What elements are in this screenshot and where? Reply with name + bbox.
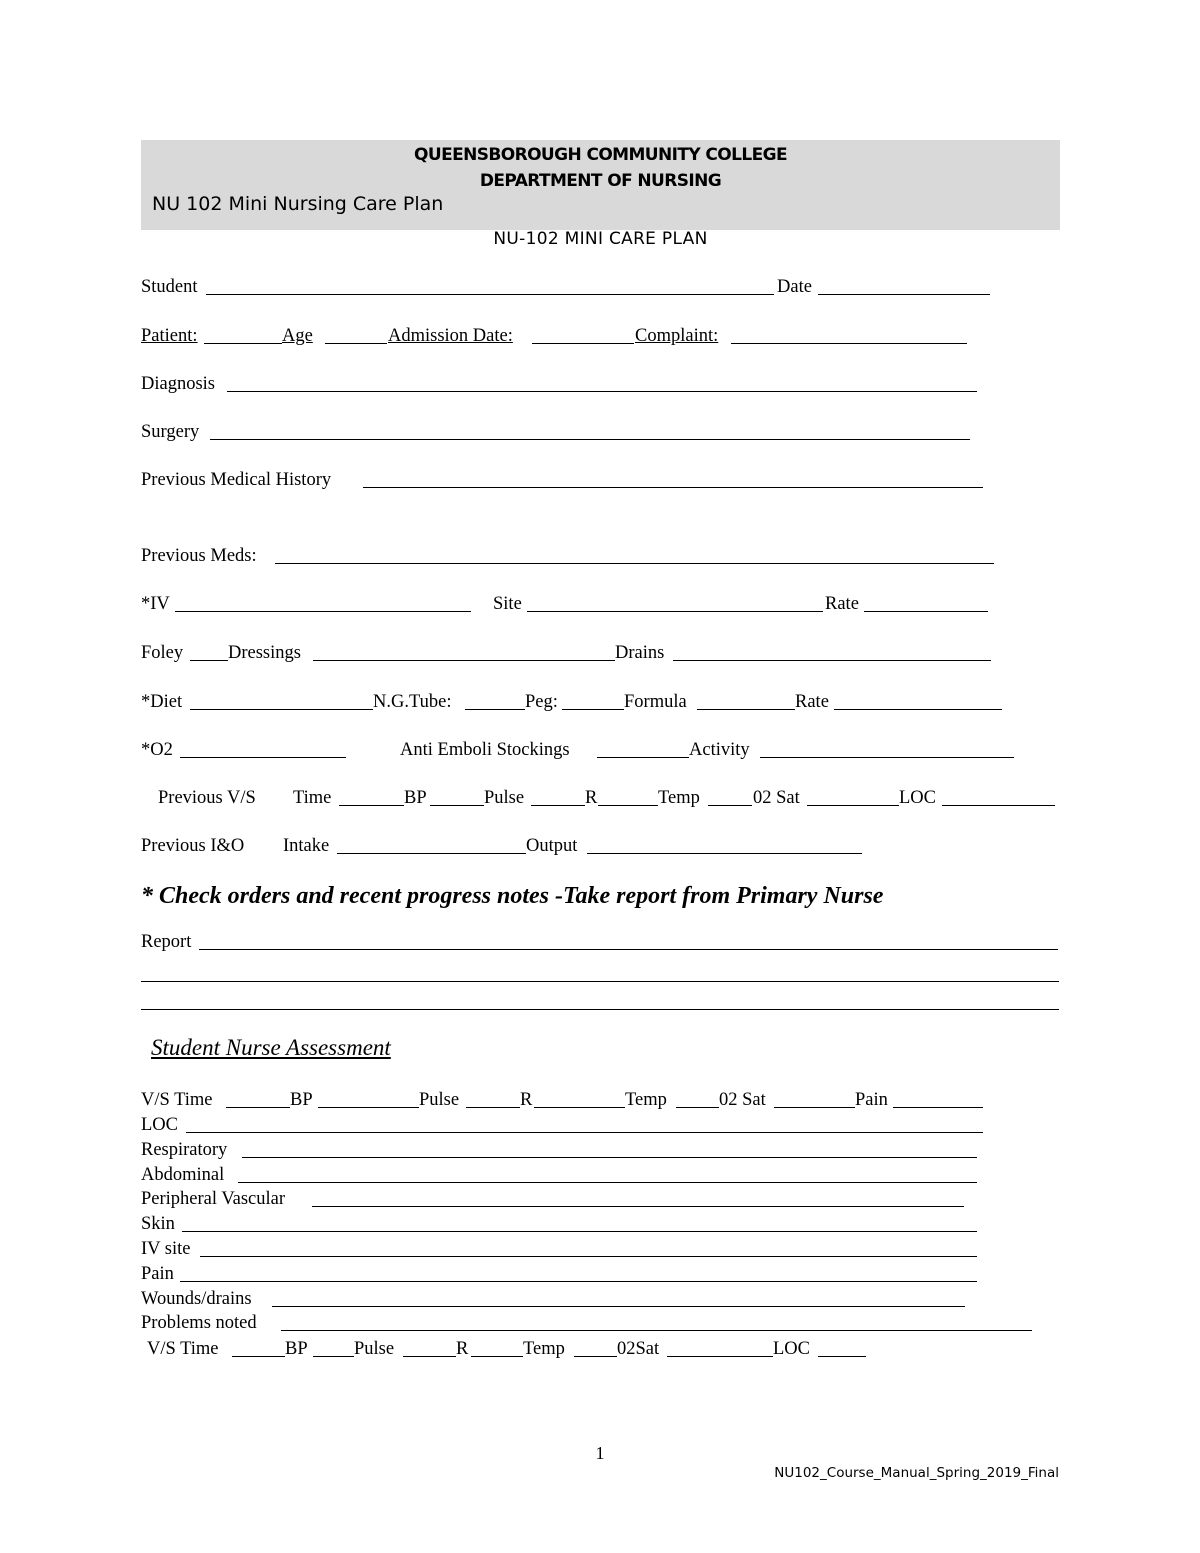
prev-temp-field[interactable] — [708, 805, 752, 806]
output-field[interactable] — [587, 853, 862, 854]
iv-label: *IV — [141, 594, 170, 614]
previous-vs-label: Previous V/S — [158, 788, 256, 808]
anti-emboli-field[interactable] — [597, 757, 689, 758]
department-name: DEPARTMENT OF NURSING — [479, 171, 722, 191]
vs-pain-label: Pain — [855, 1090, 888, 1110]
peg-field[interactable] — [562, 709, 624, 710]
course-subtitle: NU 102 Mini Nursing Care Plan — [152, 193, 444, 215]
final-bp-label: BP — [285, 1339, 308, 1359]
diet-field[interactable] — [190, 709, 373, 710]
surgery-field[interactable] — [210, 439, 970, 440]
form-title: NU-102 MINI CARE PLAN — [493, 229, 708, 249]
vs-pulse-label: Pulse — [419, 1090, 460, 1110]
page-number: 1 — [595, 1443, 605, 1463]
intake-label: Intake — [283, 836, 330, 856]
peg-label: Peg: — [525, 692, 558, 712]
foley-field[interactable] — [190, 660, 228, 661]
date-field[interactable] — [818, 294, 990, 295]
age-label: Age — [282, 326, 313, 346]
patient-label: Patient: — [141, 326, 198, 346]
surgery-label: Surgery — [141, 422, 200, 442]
final-vs-time-field[interactable] — [232, 1356, 285, 1357]
final-r-field[interactable] — [471, 1356, 523, 1357]
problems-noted-field[interactable] — [281, 1330, 1032, 1331]
instruction-text: * Check orders and recent progress notes -Take report from Primary Nurse — [141, 883, 884, 909]
activity-label: Activity — [689, 740, 750, 760]
diet-rate-field[interactable] — [834, 709, 1002, 710]
college-name: QUEENSBOROUGH COMMUNITY COLLEGE — [414, 145, 787, 165]
vs-temp-label: Temp — [625, 1090, 667, 1110]
admission-date-label: Admission Date: — [388, 326, 513, 346]
final-r-label: R — [456, 1339, 469, 1359]
vs-pulse-field[interactable] — [466, 1107, 520, 1108]
peripheral-vascular-field[interactable] — [312, 1206, 964, 1207]
vs-pain-field[interactable] — [893, 1107, 983, 1108]
vs-time-label: V/S Time — [141, 1090, 213, 1110]
final-o2-sat-field[interactable] — [667, 1356, 773, 1357]
assessment-item-label: Peripheral Vascular — [141, 1189, 286, 1209]
complaint-label: Complaint: — [635, 326, 719, 346]
final-pulse-field[interactable] — [403, 1356, 456, 1357]
previous-meds-label: Previous Meds: — [141, 546, 257, 566]
output-label: Output — [526, 836, 578, 856]
o2-label: *O2 — [141, 740, 173, 760]
report-field-line-3[interactable] — [141, 1009, 1059, 1010]
foley-label: Foley — [141, 643, 184, 663]
final-o2-sat-label: 02Sat — [617, 1339, 660, 1359]
report-field[interactable] — [199, 949, 1058, 950]
previous-io-label: Previous I&O — [141, 836, 245, 856]
wounds-drains-field[interactable] — [272, 1306, 965, 1307]
header-banner — [141, 140, 1060, 230]
intake-field[interactable] — [337, 853, 526, 854]
prev-o2-sat-field[interactable] — [807, 805, 899, 806]
assessment-item-label: Problems noted — [141, 1313, 257, 1333]
site-field[interactable] — [527, 611, 823, 612]
dressings-field[interactable] — [313, 660, 615, 661]
document-footer: NU102_Course_Manual_Spring_2019_Final — [774, 1465, 1059, 1481]
date-label: Date — [777, 277, 812, 297]
vs-bp-label: BP — [290, 1090, 313, 1110]
assessment-item-label: Wounds/drains — [141, 1289, 252, 1309]
prev-r-label: R — [585, 788, 598, 808]
final-loc-field[interactable] — [818, 1356, 866, 1357]
diagnosis-label: Diagnosis — [141, 374, 215, 394]
assessment-item-label: LOC — [141, 1115, 178, 1135]
diet-rate-label: Rate — [795, 692, 829, 712]
student-label: Student — [141, 277, 198, 297]
report-label: Report — [141, 932, 192, 952]
assessment-item-label: Skin — [141, 1214, 175, 1234]
final-temp-label: Temp — [523, 1339, 565, 1359]
admission-date-field[interactable] — [532, 343, 634, 344]
rate-label: Rate — [825, 594, 859, 614]
pain-field[interactable] — [180, 1281, 977, 1282]
patient-field[interactable] — [204, 343, 282, 344]
final-vs-time-label: V/S Time — [147, 1339, 219, 1359]
drains-label: Drains — [615, 643, 665, 663]
vs-o2-sat-label: 02 Sat — [719, 1090, 766, 1110]
skin-field[interactable] — [182, 1231, 977, 1232]
drains-field[interactable] — [673, 660, 991, 661]
prev-bp-field[interactable] — [430, 805, 484, 806]
vs-time-field[interactable] — [226, 1107, 290, 1108]
prev-pulse-field[interactable] — [531, 805, 585, 806]
final-pulse-label: Pulse — [354, 1339, 395, 1359]
prev-time-field[interactable] — [339, 805, 404, 806]
ng-tube-label: N.G.Tube: — [373, 692, 452, 712]
final-temp-field[interactable] — [574, 1356, 617, 1357]
prev-loc-field[interactable] — [942, 805, 1055, 806]
site-label: Site — [493, 594, 522, 614]
dressings-label: Dressings — [228, 643, 301, 663]
previous-meds-field[interactable] — [275, 563, 994, 564]
prev-bp-label: BP — [404, 788, 427, 808]
medical-history-label: Previous Medical History — [141, 470, 332, 490]
age-field[interactable] — [325, 343, 387, 344]
formula-label: Formula — [624, 692, 687, 712]
ng-tube-field[interactable] — [465, 709, 525, 710]
vs-temp-field[interactable] — [676, 1107, 719, 1108]
vs-r-field[interactable] — [534, 1107, 625, 1108]
medical-history-field[interactable] — [363, 487, 983, 488]
report-field-line-2[interactable] — [141, 981, 1059, 982]
prev-loc-label: LOC — [899, 788, 936, 808]
activity-field[interactable] — [760, 757, 1014, 758]
student-field[interactable] — [206, 294, 774, 295]
diagnosis-field[interactable] — [227, 391, 977, 392]
diet-label: *Diet — [141, 692, 183, 712]
prev-r-field[interactable] — [598, 805, 658, 806]
vs-r-label: R — [520, 1090, 533, 1110]
final-loc-label: LOC — [773, 1339, 810, 1359]
assessment-item-label: Pain — [141, 1264, 174, 1284]
o2-field[interactable] — [180, 757, 346, 758]
prev-time-label: Time — [293, 788, 332, 808]
abdominal-field[interactable] — [238, 1182, 977, 1183]
loc-field[interactable] — [186, 1132, 983, 1133]
anti-emboli-label: Anti Emboli Stockings — [400, 740, 570, 760]
assessment-heading: Student Nurse Assessment — [151, 1035, 391, 1060]
vs-bp-field[interactable] — [318, 1107, 419, 1108]
formula-field[interactable] — [697, 709, 795, 710]
final-bp-field[interactable] — [313, 1356, 354, 1357]
prev-o2-sat-label: 02 Sat — [753, 788, 800, 808]
assessment-item-label: Abdominal — [141, 1165, 225, 1185]
prev-pulse-label: Pulse — [484, 788, 525, 808]
complaint-field[interactable] — [731, 343, 967, 344]
respiratory-field[interactable] — [242, 1157, 977, 1158]
assessment-item-label: IV site — [141, 1239, 191, 1259]
assessment-item-label: Respiratory — [141, 1140, 228, 1160]
rate-field[interactable] — [864, 611, 988, 612]
prev-temp-label: Temp — [658, 788, 700, 808]
iv-field[interactable] — [175, 611, 471, 612]
iv-site-field[interactable] — [200, 1256, 977, 1257]
vs-o2-sat-field[interactable] — [774, 1107, 855, 1108]
